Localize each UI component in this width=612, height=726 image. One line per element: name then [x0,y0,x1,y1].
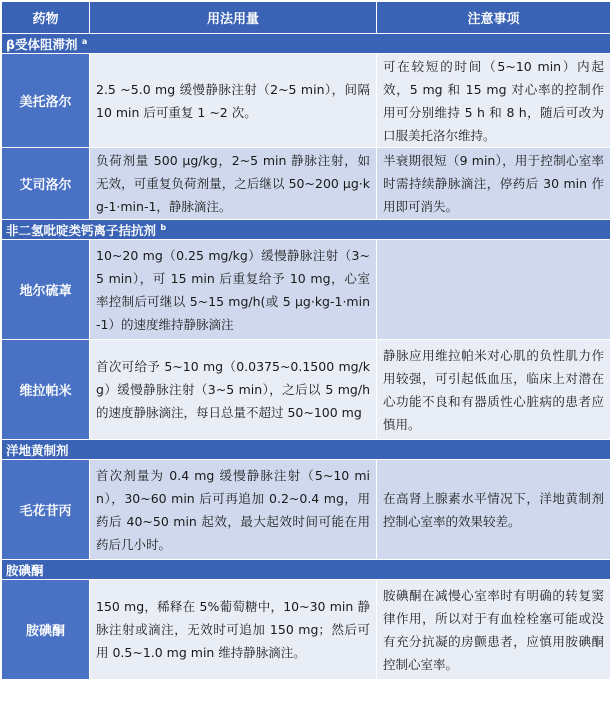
category-row [2,220,611,240]
drug-table [1,1,611,680]
drug-name: 地尔硫䓬 [2,240,90,340]
note-cell: 静脉应用维拉帕米对心肌的负性肌力作用较强，可引起低血压，临床上对潜在心功能不良和有器质性心脏病的患者应慎用。 [377,340,611,440]
category-label [2,220,611,240]
table-row [2,580,611,680]
category-label [2,34,611,54]
usage-cell: 2.5 ~5.0 mg 缓慢静脉注射（2~5 min），间隔 10 min 后可重复 1 ~2 次。 [90,54,377,148]
note-cell: 胺碘酮在减慢心室率时有明确的转复窦律作用，所以对于有血栓栓塞可能或没有充分抗凝的房颤患者，应慎用胺碘酮控制心室率。 [377,580,611,680]
category-name: 洋地黄制剂 [6,442,69,458]
table-row [2,460,611,560]
drug-name: 维拉帕米 [2,340,90,440]
table-row [2,340,611,440]
table-row [2,148,611,220]
category-row [2,560,611,580]
header-drug: 药物 [2,2,90,34]
usage-cell: 负荷剂量 500 μg/kg，2~5 min 静脉注射，如无效，可重复负荷剂量，之后继以 50~200 μg·kg-1·min-1，静脉滴注。 [90,148,377,220]
category-name: 非二氢吡啶类钙离子拮抗剂 [6,222,157,238]
header-notes: 注意事项 [377,2,611,34]
usage-cell: 首次剂量为 0.4 mg 缓慢静脉注射（5~10 min），30~60 min 后可再追加 0.2~0.4 mg，用药后 40~50 min 起效，最大起效时间可能在用药后几小时。 [90,460,377,560]
note-cell: 半衰期很短（9 min），用于控制心室率时需持续静脉滴注，停药后 30 min 作用即可消失。 [377,148,611,220]
header-usage: 用法用量 [90,2,377,34]
usage-cell: 10~20 mg（0.25 mg/kg）缓慢静脉注射（3~5 min），可 15 min 后重复给予 10 mg，心室率控制后可继以 5~15 mg/h(或 5 μg·kg-1·min-1）的速度维持静脉滴注 [90,240,377,340]
category-name: 胺碘酮 [6,562,44,578]
usage-cell: 150 mg，稀释在 5%葡萄糖中，10~30 min 静脉注射或滴注，无效时可追加 150 mg；然后可用 0.5~1.0 mg min 维持静脉滴注。 [90,580,377,680]
category-footnote: b [160,222,167,232]
category-label [2,440,611,460]
table-row [2,240,611,340]
note-cell: 在高肾上腺素水平情况下，洋地黄制剂控制心室率的效果较差。 [377,460,611,560]
category-row [2,34,611,54]
note-cell: 可在较短的时间（5~10 min）内起效，5 mg 和 15 mg 对心率的控制作用可分别维持 5 h 和 8 h，随后可改为口服美托洛尔维持。 [377,54,611,148]
category-label [2,560,611,580]
drug-name: 艾司洛尔 [2,148,90,220]
header-row [2,2,611,34]
category-row [2,440,611,460]
usage-cell: 首次可给予 5~10 mg（0.0375~0.1500 mg/kg）缓慢静脉注射（3~5 min），之后以 5 mg/h 的速度静脉滴注，每日总量不超过 50~100 mg [90,340,377,440]
category-name: β受体阻滞剂 [6,36,78,52]
table-row [2,54,611,148]
note-cell [377,240,611,340]
drug-name: 毛花苷丙 [2,460,90,560]
category-footnote: a [81,36,88,46]
drug-name: 美托洛尔 [2,54,90,148]
drug-name: 胺碘酮 [2,580,90,680]
